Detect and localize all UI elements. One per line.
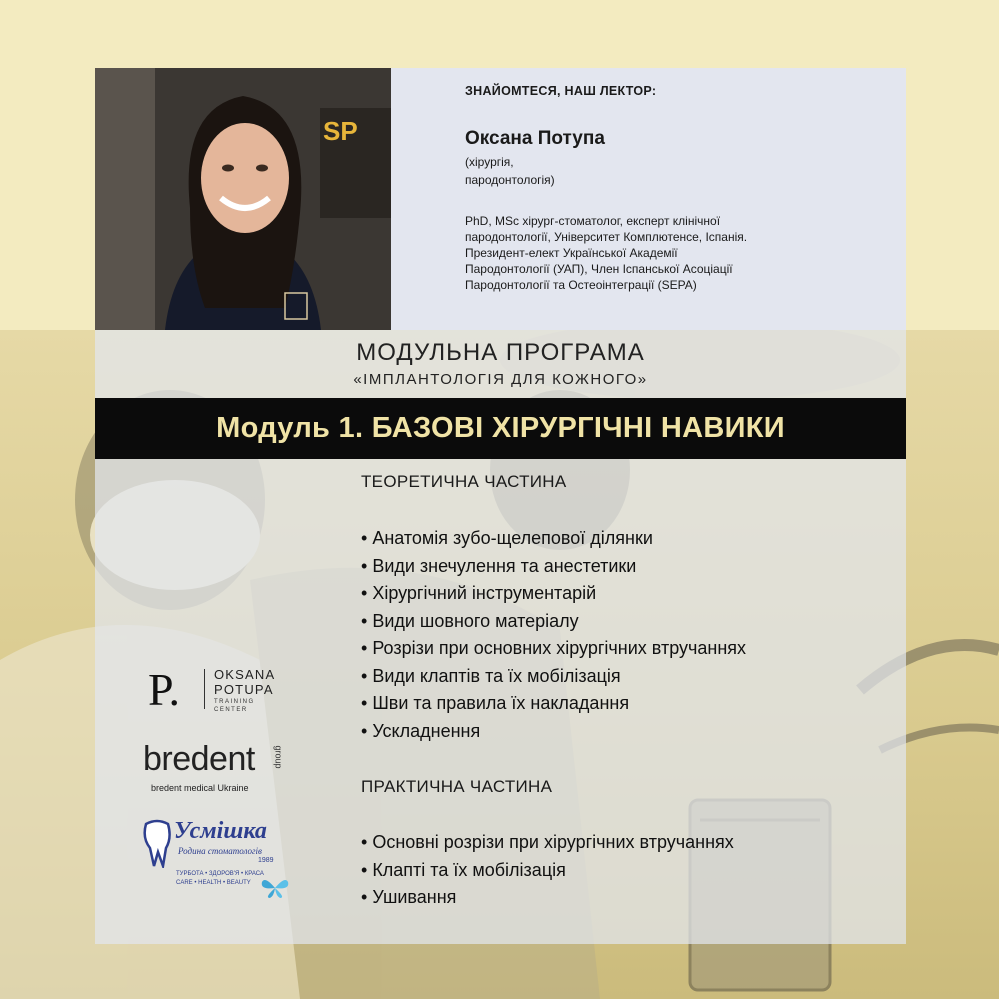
bio-line: Президент-елект Української Академії (465, 246, 678, 260)
theory-list (361, 525, 746, 745)
potupa-name-line: POTUPA (214, 682, 274, 697)
list-item: • Ушивання (361, 884, 734, 912)
list-item: • Види шовного матеріалу (361, 608, 746, 636)
usmishka-script: Родина стоматологів (178, 846, 262, 856)
usmishka-year: 1989 (258, 857, 274, 864)
module-banner (95, 398, 906, 459)
lecturer-portrait-illustration (95, 68, 391, 330)
practice-list (361, 829, 734, 912)
program-title: МОДУЛЬНА ПРОГРАМА (356, 339, 645, 366)
tooth-icon (142, 818, 172, 868)
usmishka-logo (140, 816, 300, 906)
logo-divider (204, 669, 205, 709)
specialty-line: пародонтологія) (465, 173, 555, 187)
module-title: Модуль 1. БАЗОВІ ХІРУРГІЧНІ НАВИКИ (216, 412, 785, 444)
clinic-sign-text: SP (323, 116, 358, 146)
bio-line: Пародонтології (УАП), Член Іспанської Асоціації (465, 262, 733, 276)
potupa-sub-line: CENTER (214, 707, 248, 713)
list-item: • Основні розрізи при хірургічних втручаннях (361, 829, 734, 857)
lecturer-intro (465, 84, 885, 293)
bredent-logo (143, 740, 293, 798)
specialty-line: (хірургія, (465, 155, 514, 169)
lecturer-specialty (465, 153, 885, 189)
butterfly-icon (260, 876, 290, 900)
program-subtitle: «ІМПЛАНТОЛОГІЯ ДЛЯ КОЖНОГО» (353, 371, 648, 388)
bredent-group: group (273, 745, 284, 769)
list-item: • Хірургічний інструментарій (361, 580, 746, 608)
usmishka-tagline: CARE • HEALTH • BEAUTY (176, 880, 251, 886)
usmishka-word: Усмішка (174, 818, 267, 844)
theory-section-title: ТЕОРЕТИЧНА ЧАСТИНА (361, 472, 567, 491)
list-item: • Розрізи при основних хірургічних втручаннях (361, 635, 746, 663)
usmishka-tagline: ТУРБОТА • ЗДОРОВ'Я • КРАСА (176, 871, 264, 877)
list-item: • Види клаптів та їх мобілізація (361, 663, 746, 691)
lecturer-bio (465, 213, 885, 293)
bio-line: пародонтології, Університет Комплютенсе, Іспанія. (465, 230, 748, 244)
potupa-sub-line: TRAINING (214, 699, 255, 705)
bredent-word: bredent (143, 740, 255, 778)
list-item: • Види знечулення та анестетики (361, 553, 746, 581)
lecturer-photo (95, 68, 391, 330)
list-item: • Ускладнення (361, 718, 746, 746)
bredent-sub: bredent medical Ukraine (151, 783, 249, 793)
practice-section-title: ПРАКТИЧНА ЧАСТИНА (361, 777, 553, 796)
bio-line: Пародонтології та Остеоінтеграції (SEPA) (465, 278, 697, 292)
lecturer-heading: ЗНАЙОМТЕСЯ, НАШ ЛЕКТОР: (465, 84, 657, 98)
potupa-mark: P. (148, 664, 180, 715)
list-item: • Шви та правила їх накладання (361, 690, 746, 718)
bio-line: PhD, MSc хірург-стоматолог, експерт клінічної (465, 214, 721, 228)
potupa-name-line: OKSANA (214, 667, 276, 682)
lecturer-name: Оксана Потупа (465, 128, 605, 149)
oksana-potupa-logo (148, 665, 298, 720)
list-item: • Анатомія зубо-щелепової ділянки (361, 525, 746, 553)
list-item: • Клапті та їх мобілізація (361, 857, 734, 885)
